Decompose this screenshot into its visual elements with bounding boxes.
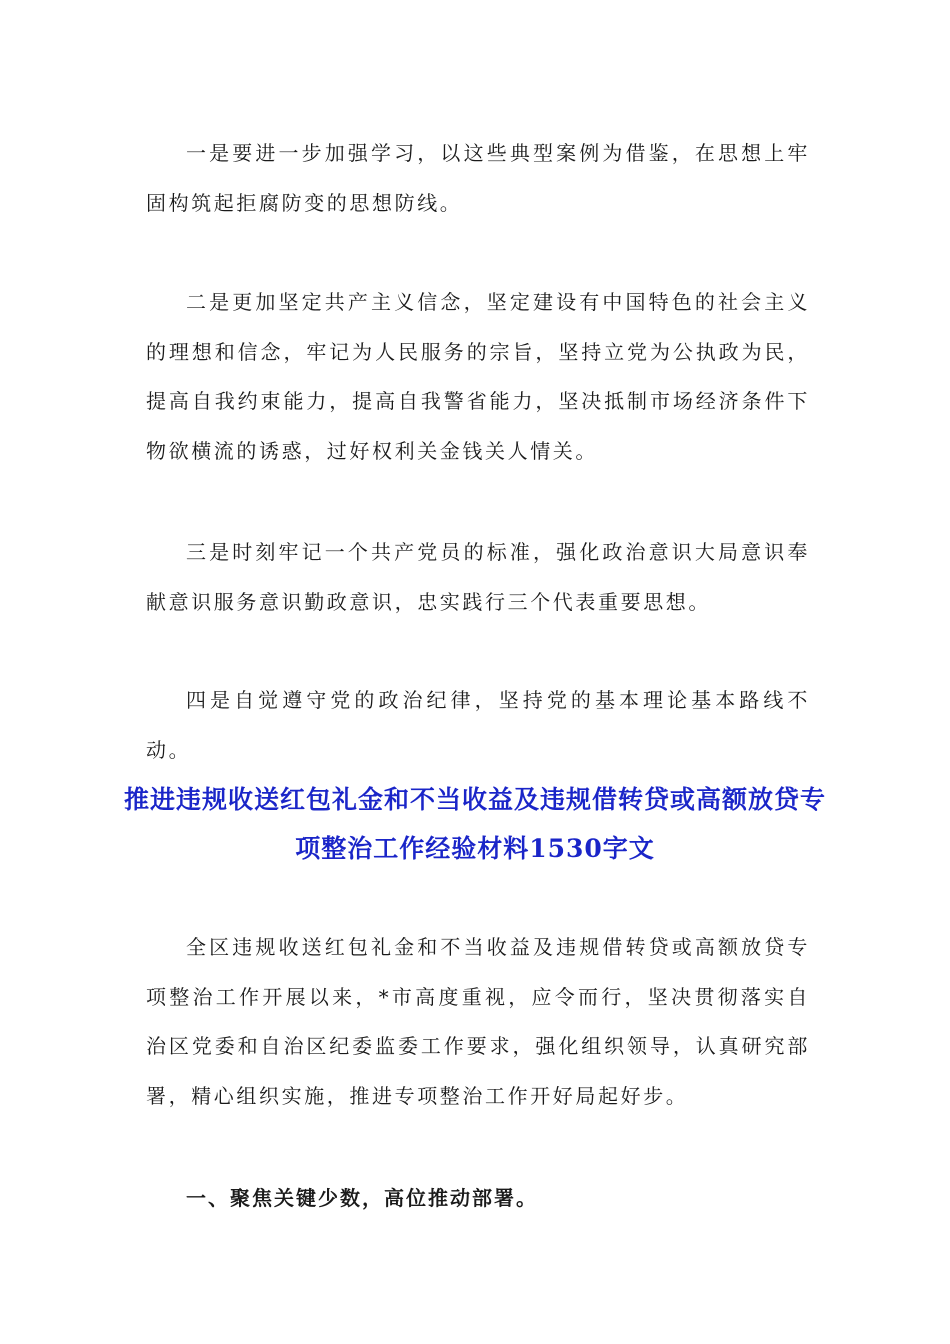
document-title: 推进违规收送红包礼金和不当收益及违规借转贷或高额放贷专项整治工作经验材料1530字文 (123, 785, 826, 863)
section-heading: 一、聚焦关键少数，高位推动部署。 (186, 1186, 538, 1210)
paragraph-point-three: 三是时刻牢记一个共产党员的标准，强化政治意识大局意识奉献意识服务意识勤政意识，忠实践行三个代表重要思想。 (146, 540, 810, 614)
paragraph-point-one: 一是要进一步加强学习，以这些典型案例为借鉴，在思想上牢固构筑起拒腐防变的思想防线。 (146, 141, 810, 215)
intro-paragraph: 全区违规收送红包礼金和不当收益及违规借转贷或高额放贷专项整治工作开展以来，*市高度重视，应令而行，坚决贯彻落实自治区党委和自治区纪委监委工作要求，强化组织领导，认真研究部署，精心组织实施，推进专项整治工作开好局起好步。 (146, 935, 810, 1108)
paragraph-point-two: 二是更加坚定共产主义信念，坚定建设有中国特色的社会主义的理想和信念，牢记为人民服务的宗旨，坚持立党为公执政为民，提高自我约束能力，提高自我警省能力，坚决抵制市场经济条件下物欲横流的诱惑，过好权利关金钱关人情关。 (146, 290, 810, 463)
paragraph-point-four: 四是自觉遵守党的政治纪律，坚持党的基本理论基本路线不动。 (146, 688, 810, 762)
